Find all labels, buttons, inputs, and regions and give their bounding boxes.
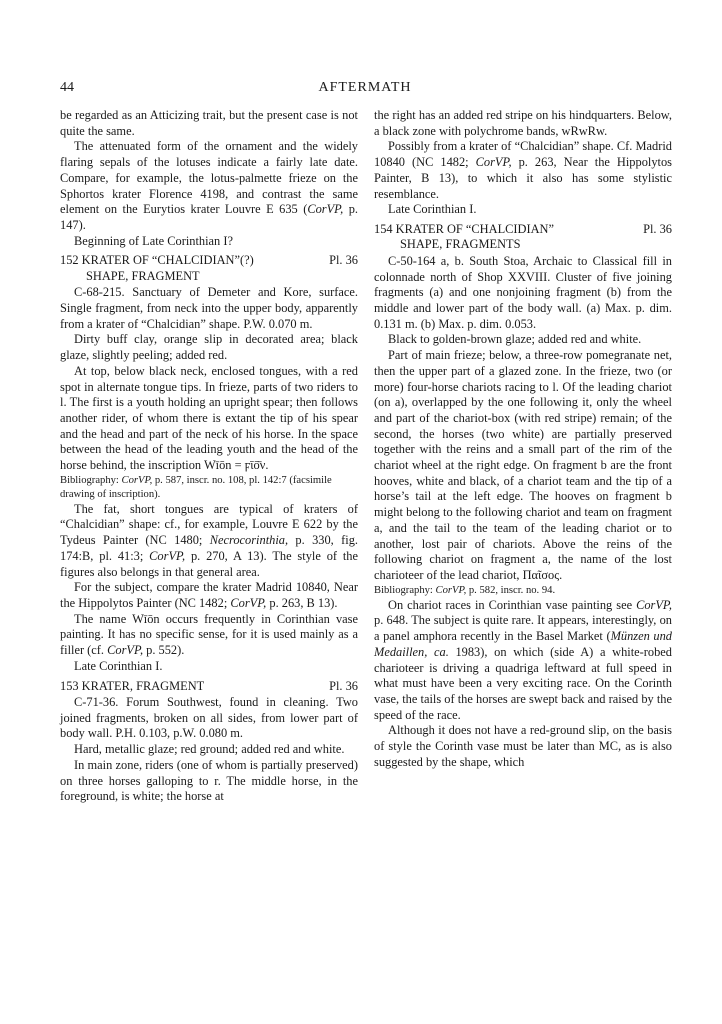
text: On chariot races in Corinthian vase painting see [388, 597, 637, 612]
catalogue-heading-152 [60, 253, 358, 284]
entry-title-cont: SHAPE, FRAGMENTS [400, 237, 521, 252]
date-note: Late Corinthian I. [388, 202, 477, 217]
paragraph: In main zone, riders (one of whom is partially preserved) on three horses galloping to r. The middle horse, in the foreground, is white; the horse at [60, 757, 358, 804]
catalogue-heading-154 [374, 222, 672, 253]
paragraph [60, 612, 358, 659]
paragraph [374, 598, 672, 724]
paragraph: C-50-164 a, b. South Stoa, Archaic to Classical fill in colonnade north of Shop XXVIII. Cluster of five joining fragments (a) and one nonjoining fragment (b) from the middle and lower part of the body wall. (a) Max. p. dim. 0.131 m. (b) Max. p. dim. 0.053. [374, 253, 672, 331]
text: The fat, short tongues are typical of kraters of “Chalcidian” shape: cf., for example, Louvre E 622 by the Tydeus Painter (NC 1480; [60, 501, 358, 548]
text: p. 147). [60, 202, 358, 232]
plate-ref: Pl. 36 [643, 221, 672, 236]
citation: CorVP, [307, 202, 344, 217]
text: 1983), on which (side A) a white-robed charioteer is driving a quadriga leftward at full speed in what must have been a very exciting race. On the Corinth vase, the tails of the horses are swept back and raised by the speed of the race. [374, 644, 672, 722]
paragraph: C-71-36. Forum Southwest, found in cleaning. Two joined fragments, broken on all sides, from lower part of body wall. P.H. 0.103, p.W. 0.080 m. [60, 695, 358, 741]
page-header [60, 80, 670, 102]
citation: Münzen und Medaillen, ca. [374, 629, 672, 659]
paragraph: Dirty buff clay, orange slip in decorated area; black glaze, slightly peeling; added red. [60, 332, 358, 363]
paragraph: the right has an added red stripe on his hindquarters. Below, a black zone with polychrome bands, wRwRw. [374, 108, 672, 138]
text: p. 648. The subject is quite rare. It appears, interestingly, on a panel amphora recently in the Basel Market ( [374, 613, 672, 644]
paragraph: Part of main frieze; below, a three-row pomegranate net, then the upper part of a glazed zone. In the frieze, two (or more) four-horse chariots racing to l. Of the leading chariot (on a), overlapped by the one following it, only the wheel and part of the chariot-box (with red stripe) remain; of the second, the horses (two white) are partially preserved together with the reins and a small part of the rim of the chariot wheel at the right edge. On fragment b are the front hooves, white and black, of a chariot team and the tip of a horse’s tail at the left edge. The hooves on fragment b might belong to the following chariot and team on fragment a, and the tail to the team of the leading chariot or to another, lost pair of chariots. Above the reins of the following chariot on fragment a, the name of the lost charioteer of the lead chariot, Παῖσος. [374, 348, 672, 582]
text: Possibly from a krater of “Chalcidian” shape. Cf. Madrid 10840 (NC 1482; [374, 139, 672, 170]
right-column [374, 108, 672, 770]
citation: CorVP, [636, 597, 672, 612]
text: p. 263, B 13). [266, 595, 338, 610]
paragraph [60, 139, 358, 233]
paragraph: Although it does not have a red-ground slip, on the basis of style the Corinth vase must be later than MC, as is also suggested by the shape, which [374, 723, 672, 769]
paragraph: Black to golden-brown glaze; added red and white. [388, 332, 642, 347]
plate-ref: Pl. 36 [329, 253, 358, 268]
running-title: AFTERMATH [318, 80, 412, 95]
citation: Necrocorinthia, [209, 533, 289, 548]
entry-title-cont: SHAPE, FRAGMENT [86, 268, 200, 283]
text: p. 270, A 13). The style of the figures also belongs in that general area. [60, 548, 359, 579]
text: p. 582, inscr. no. 94. [466, 584, 556, 596]
text: p. 330, fig. 174:B, pl. 41:3; [60, 533, 358, 563]
bib-label: Bibliography: [60, 474, 119, 486]
paragraph: C-68-215. Sanctuary of Demeter and Kore, surface. Single fragment, from neck into the upper body, apparently from a krater of “Chalcidian” shape. P.W. 0.070 m. [60, 285, 358, 331]
paragraph [60, 502, 358, 581]
citation: CorVP, [107, 643, 144, 658]
date-note: Late Corinthian I. [74, 658, 163, 673]
paragraph: be regarded as an Atticizing trait, but the present case is not quite the same. [60, 108, 358, 138]
entry-title: 152 KRATER OF “CHALCIDIAN”(?) [60, 253, 254, 268]
bibliography [60, 474, 358, 502]
paragraph: At top, below black neck, enclosed tongues, with a red spot in alternate tongue tips. In frieze, parts of two riders to l. The first is a youth holding an upright spear; then follows another rider, of whom there is extant the tip of his spear and the head and part of the neck of his horse. In the space between the head of the leading youth and the head of the horse behind, the inscription Wīōn = ϝῑō̄ν. [60, 363, 358, 473]
citation: CorVP, [435, 584, 467, 596]
paragraph: Hard, metallic glaze; red ground; added red and white. [74, 742, 345, 757]
text: The name Wīōn occurs frequently in Corinthian vase painting. It has no specific sense, for it is used mainly as a filler (cf. [60, 611, 358, 658]
date-note: Beginning of Late Corinthian I? [74, 233, 233, 248]
text: p. 263, Near the Hippolytos Painter, B 13), to which it also has some stylistic resemblance. [374, 155, 672, 201]
left-column [60, 108, 358, 805]
paragraph [374, 139, 672, 202]
plate-ref: Pl. 36 [329, 678, 358, 693]
bib-label: Bibliography: [374, 584, 433, 596]
paragraph [60, 580, 358, 611]
text: For the subject, compare the krater Madrid 10840, Near the Hippolytos Painter (NC 1482; [60, 580, 358, 610]
entry-title: 153 KRATER, FRAGMENT [60, 678, 205, 693]
citation: CorVP, [230, 595, 267, 610]
text: p. 552). [143, 643, 185, 658]
citation: CorVP, [121, 474, 153, 486]
citation: CorVP, [149, 548, 186, 563]
text: The attenuated form of the ornament and the widely flaring sepals of the lotuses indicate a fairly late date. Compare, for example, the lotus-palmette frieze on the Sphortos krater Florence 4198, and contrast the same element on the Eurytios krater Louvre E 635 ( [60, 139, 358, 217]
entry-title: 154 KRATER OF “CHALCIDIAN” [374, 221, 554, 236]
text: p. 587, inscr. no. 108, pl. 142:7 (facsimile drawing of inscription). [60, 474, 332, 500]
page-number: 44 [60, 80, 74, 95]
bibliography [374, 584, 672, 598]
catalogue-heading-153 [60, 679, 358, 695]
citation: CorVP, [475, 155, 512, 170]
